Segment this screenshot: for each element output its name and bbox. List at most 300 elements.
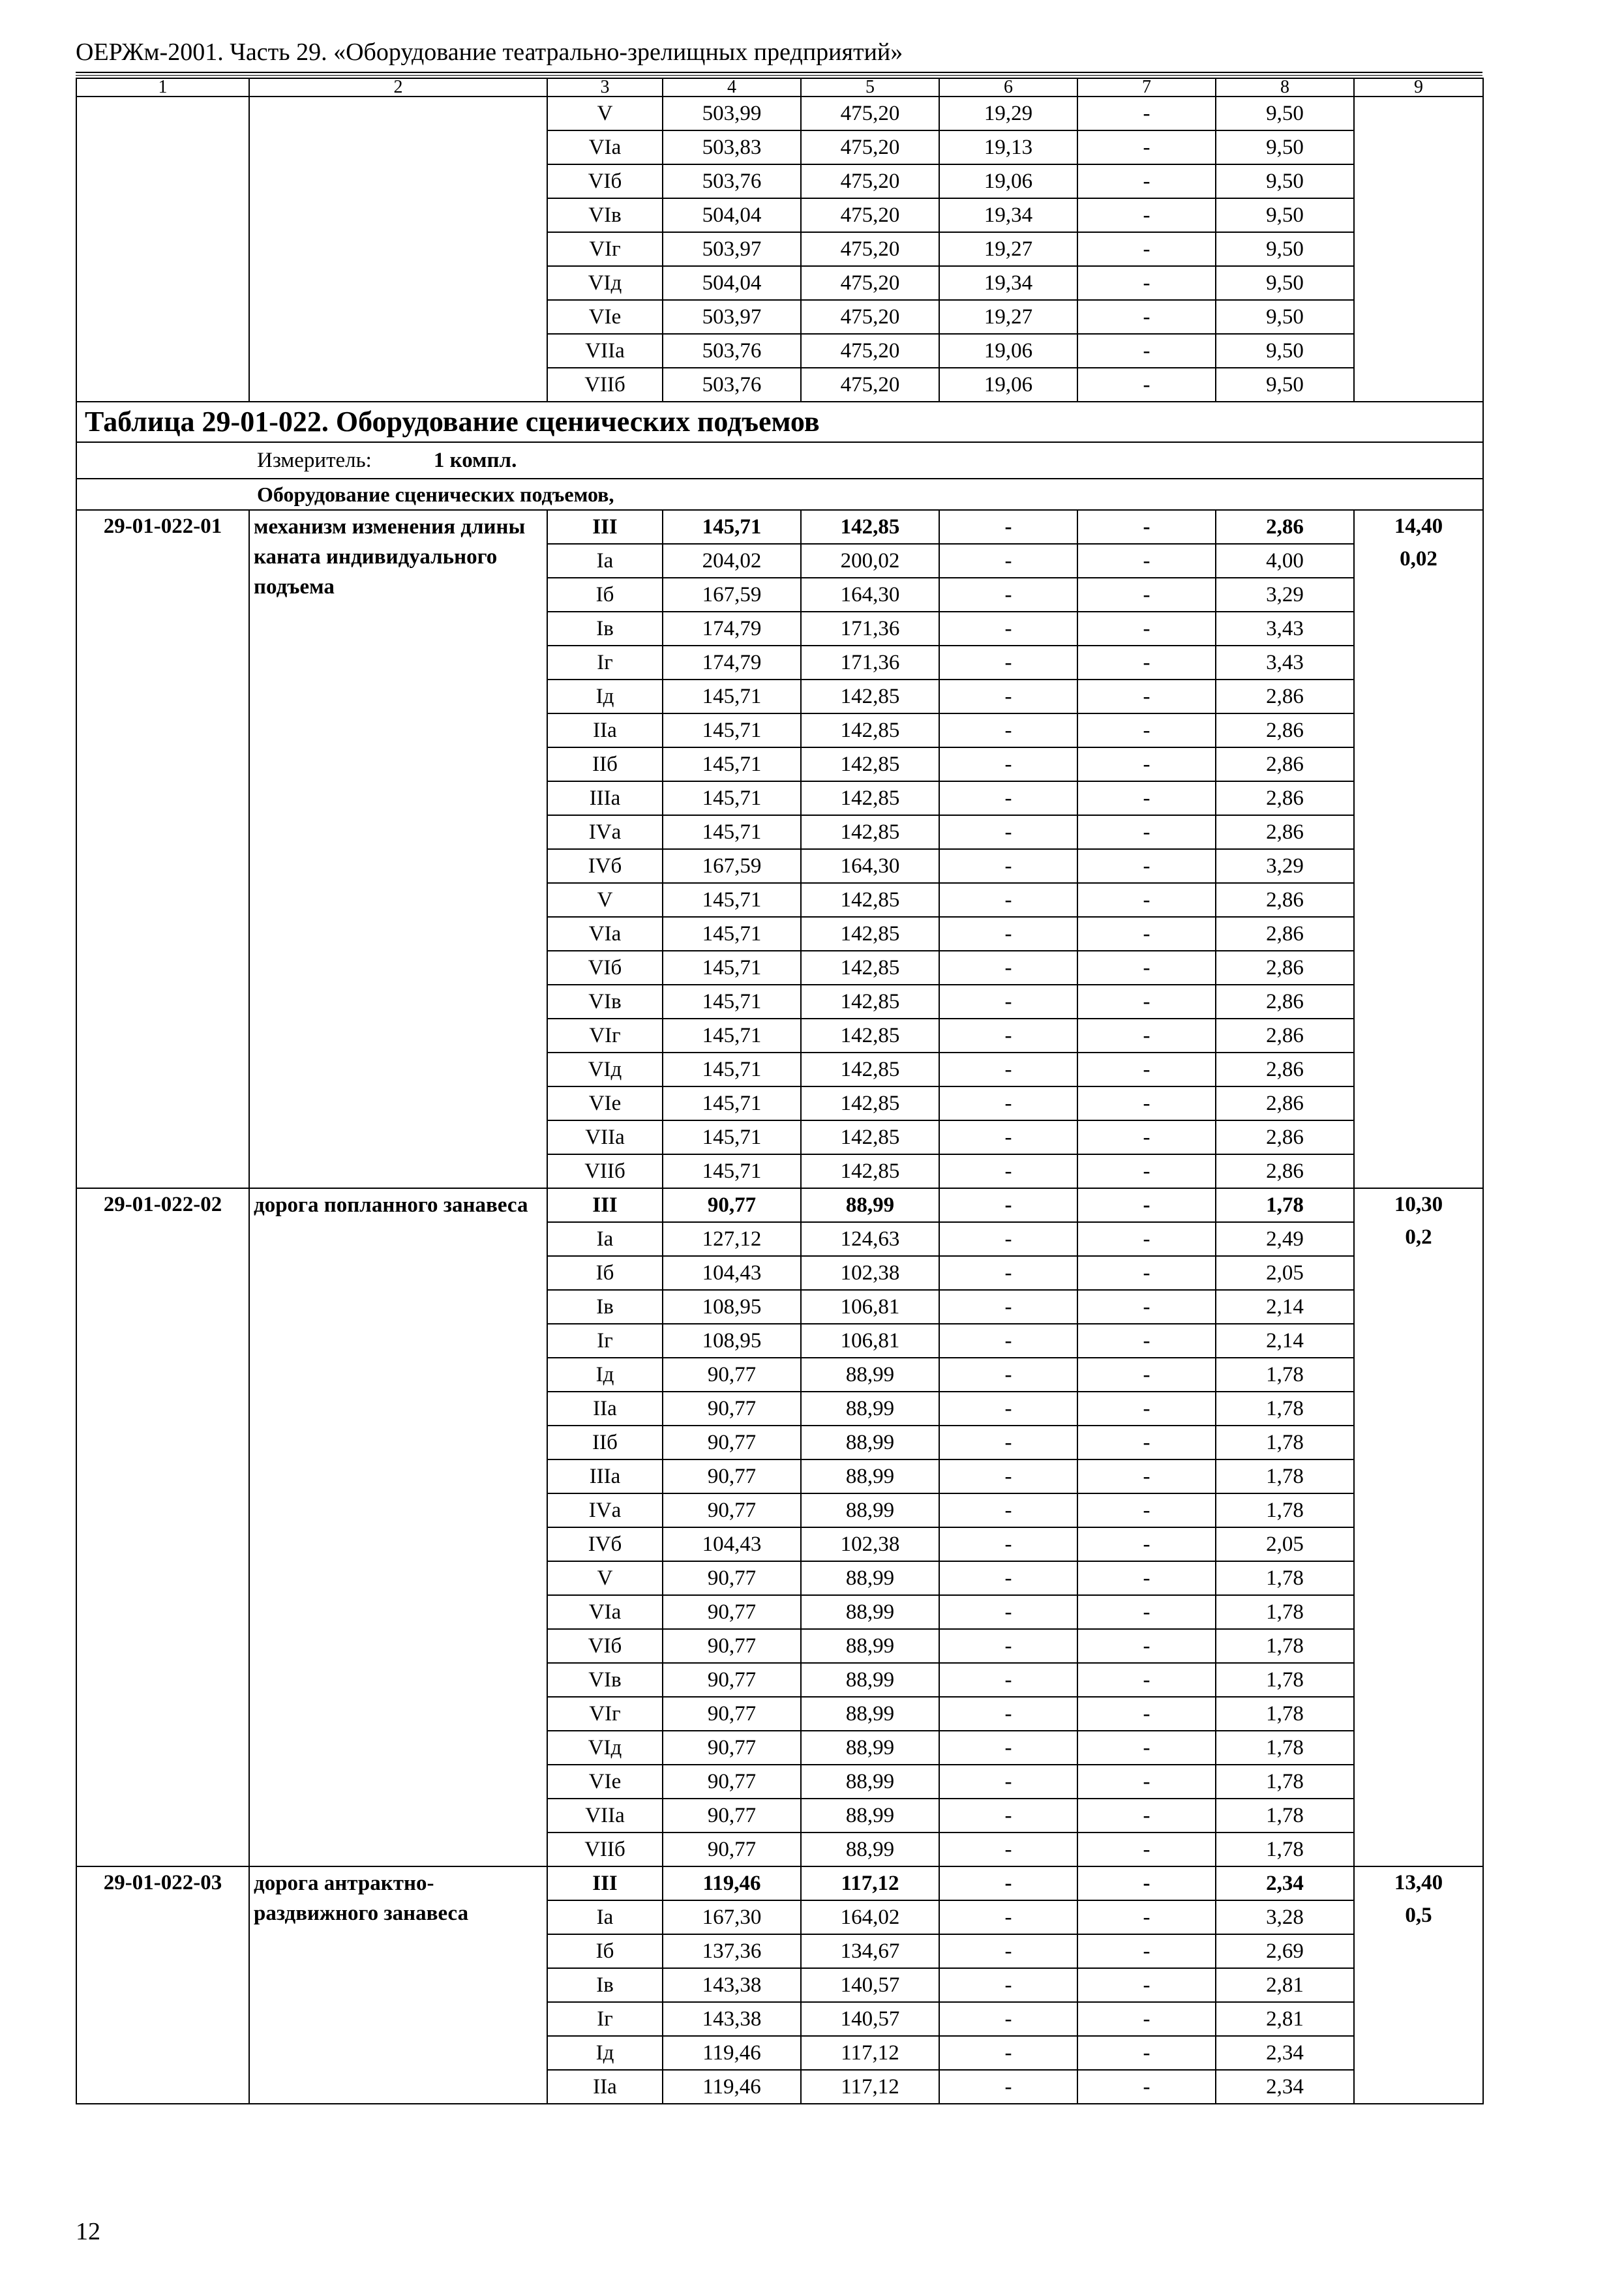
page-number: 12 [76, 2218, 100, 2245]
machine-cost: 19,27 [939, 232, 1077, 266]
total-cost: 119,46 [663, 2070, 801, 2104]
base-salary: 200,02 [801, 544, 939, 578]
region-code: Iв [547, 1968, 663, 2002]
region-code: Iг [547, 2002, 663, 2036]
machine-cost: - [939, 1866, 1077, 1900]
materials-cost: 2,34 [1216, 1866, 1354, 1900]
total-cost: 90,77 [663, 1799, 801, 1833]
materials-cost: 2,86 [1216, 510, 1354, 544]
machinist-salary: - [1077, 1426, 1216, 1459]
region-code: IIIа [547, 1459, 663, 1493]
base-salary: 475,20 [801, 232, 939, 266]
base-salary: 142,85 [801, 680, 939, 713]
column-number-4: 4 [663, 78, 801, 97]
total-cost: 167,59 [663, 849, 801, 883]
machinist-salary: - [1077, 1188, 1216, 1222]
materials-cost: 2,81 [1216, 2002, 1354, 2036]
region-code: Iд [547, 1358, 663, 1392]
materials-cost: 2,86 [1216, 680, 1354, 713]
materials-cost: 2,86 [1216, 815, 1354, 849]
machinist-salary: - [1077, 747, 1216, 781]
region-code: VIв [547, 1663, 663, 1697]
materials-cost: 1,78 [1216, 1459, 1354, 1493]
region-code: VIе [547, 1765, 663, 1799]
machinist-salary: - [1077, 713, 1216, 747]
machine-cost: - [939, 1968, 1077, 2002]
materials-cost: 3,29 [1216, 849, 1354, 883]
base-salary: 142,85 [801, 1120, 939, 1154]
base-salary: 475,20 [801, 198, 939, 232]
materials-cost: 2,69 [1216, 1934, 1354, 1968]
region-code: VIб [547, 951, 663, 985]
machinist-salary: - [1077, 1392, 1216, 1426]
region-code: V [547, 1561, 663, 1595]
materials-cost: 2,34 [1216, 2036, 1354, 2070]
machine-cost: - [939, 1392, 1077, 1426]
base-salary: 142,85 [801, 747, 939, 781]
machinist-salary: - [1077, 1731, 1216, 1765]
total-cost: 90,77 [663, 1663, 801, 1697]
machine-cost: - [939, 1900, 1077, 1934]
base-salary: 117,12 [801, 1866, 939, 1900]
region-code: Iа [547, 544, 663, 578]
machine-cost: - [939, 1324, 1077, 1358]
base-salary: 88,99 [801, 1561, 939, 1595]
machine-cost: - [939, 1493, 1077, 1527]
base-salary: 88,99 [801, 1697, 939, 1731]
total-cost: 167,59 [663, 578, 801, 612]
machine-cost: - [939, 781, 1077, 815]
machine-cost: - [939, 1629, 1077, 1663]
machine-cost: - [939, 985, 1077, 1019]
machinist-salary: - [1077, 1629, 1216, 1663]
region-code: VIд [547, 1731, 663, 1765]
total-cost: 90,77 [663, 1561, 801, 1595]
machine-cost: - [939, 1527, 1077, 1561]
machinist-salary: - [1077, 2070, 1216, 2104]
region-code: VIIб [547, 368, 663, 402]
total-cost: 145,71 [663, 680, 801, 713]
materials-cost: 1,78 [1216, 1663, 1354, 1697]
total-cost: 119,46 [663, 1866, 801, 1900]
total-cost: 90,77 [663, 1697, 801, 1731]
total-cost: 90,77 [663, 1188, 801, 1222]
machinist-salary: - [1077, 1459, 1216, 1493]
machine-cost: - [939, 1934, 1077, 1968]
total-cost: 137,36 [663, 1934, 801, 1968]
base-salary: 134,67 [801, 1934, 939, 1968]
machine-cost: 19,06 [939, 334, 1077, 368]
machine-cost: - [939, 1697, 1077, 1731]
machine-cost: - [939, 544, 1077, 578]
header-rule [76, 72, 1482, 73]
measure-label: Измеритель: [257, 449, 372, 472]
base-salary: 88,99 [801, 1663, 939, 1697]
materials-cost: 2,86 [1216, 1120, 1354, 1154]
materials-cost: 9,50 [1216, 300, 1354, 334]
region-code: III [547, 510, 663, 544]
materials-cost: 1,78 [1216, 1833, 1354, 1866]
machinist-salary: - [1077, 2002, 1216, 2036]
base-salary: 142,85 [801, 1086, 939, 1120]
machine-cost: - [939, 1426, 1077, 1459]
col9-cell-empty [1354, 97, 1483, 402]
page-header: ОЕРЖм-2001. Часть 29. «Оборудование театрально-зрелищных предприятий» [76, 38, 903, 66]
base-salary: 142,85 [801, 917, 939, 951]
total-cost: 145,71 [663, 1086, 801, 1120]
region-code: IVа [547, 1493, 663, 1527]
materials-cost: 2,34 [1216, 2070, 1354, 2104]
region-code: VIб [547, 164, 663, 198]
machine-cost: - [939, 1053, 1077, 1086]
machinist-salary: - [1077, 1833, 1216, 1866]
machinist-salary: - [1077, 781, 1216, 815]
region-code: IIа [547, 713, 663, 747]
total-cost: 145,71 [663, 951, 801, 985]
base-salary: 88,99 [801, 1392, 939, 1426]
base-salary: 142,85 [801, 510, 939, 544]
materials-cost: 2,86 [1216, 781, 1354, 815]
base-salary: 142,85 [801, 713, 939, 747]
materials-cost: 1,78 [1216, 1188, 1354, 1222]
machine-cost: 19,34 [939, 266, 1077, 300]
total-cost: 145,71 [663, 1120, 801, 1154]
region-code: Iб [547, 578, 663, 612]
region-code: VIIб [547, 1833, 663, 1866]
base-salary: 475,20 [801, 300, 939, 334]
region-code: IVб [547, 1527, 663, 1561]
total-cost: 503,97 [663, 232, 801, 266]
machine-cost: - [939, 510, 1077, 544]
region-code: III [547, 1188, 663, 1222]
machinist-salary: - [1077, 1697, 1216, 1731]
machinist-salary: - [1077, 917, 1216, 951]
machinist-salary: - [1077, 612, 1216, 646]
total-cost: 504,04 [663, 198, 801, 232]
materials-cost: 2,81 [1216, 1968, 1354, 2002]
machine-cost: - [939, 612, 1077, 646]
total-cost: 90,77 [663, 1426, 801, 1459]
region-code: Iб [547, 1934, 663, 1968]
region-code: IIб [547, 747, 663, 781]
machinist-salary: - [1077, 1053, 1216, 1086]
machinist-salary: - [1077, 1154, 1216, 1188]
base-salary: 475,20 [801, 130, 939, 164]
materials-cost: 9,50 [1216, 334, 1354, 368]
machinist-salary: - [1077, 1799, 1216, 1833]
materials-cost: 9,50 [1216, 130, 1354, 164]
rate-code: 29-01-022-03 [76, 1866, 249, 2104]
machinist-salary: - [1077, 951, 1216, 985]
materials-cost: 1,78 [1216, 1561, 1354, 1595]
machinist-salary: - [1077, 97, 1216, 130]
machinist-salary: - [1077, 300, 1216, 334]
materials-cost: 4,00 [1216, 544, 1354, 578]
materials-cost: 9,50 [1216, 164, 1354, 198]
base-salary: 88,99 [801, 1493, 939, 1527]
materials-cost: 1,78 [1216, 1629, 1354, 1663]
region-code: VIIа [547, 1120, 663, 1154]
materials-cost: 2,86 [1216, 1154, 1354, 1188]
machinist-salary: - [1077, 1527, 1216, 1561]
base-salary: 88,99 [801, 1595, 939, 1629]
rate-description: дорога попланного занавеса [249, 1188, 547, 1866]
labor-values-cell [1354, 510, 1483, 1188]
base-salary: 171,36 [801, 612, 939, 646]
base-salary: 142,85 [801, 1019, 939, 1053]
machine-cost: - [939, 1799, 1077, 1833]
labor-hours: 13,40 [1394, 1871, 1443, 1894]
machinist-salary: - [1077, 1358, 1216, 1392]
table-row [76, 1188, 1483, 1222]
base-salary: 88,99 [801, 1629, 939, 1663]
materials-cost: 3,43 [1216, 646, 1354, 680]
machinist-salary: - [1077, 1561, 1216, 1595]
region-code: IIа [547, 1392, 663, 1426]
materials-cost: 9,50 [1216, 97, 1354, 130]
machinist-salary: - [1077, 1256, 1216, 1290]
total-cost: 145,71 [663, 1019, 801, 1053]
materials-cost: 1,78 [1216, 1392, 1354, 1426]
machine-cost: - [939, 1358, 1077, 1392]
total-cost: 143,38 [663, 1968, 801, 2002]
total-cost: 145,71 [663, 883, 801, 917]
machinist-salary: - [1077, 646, 1216, 680]
materials-cost: 2,86 [1216, 713, 1354, 747]
base-salary: 475,20 [801, 368, 939, 402]
machinist-salary: - [1077, 1900, 1216, 1934]
rate-code: 29-01-022-02 [76, 1188, 249, 1866]
machinist-salary: - [1077, 544, 1216, 578]
base-salary: 102,38 [801, 1527, 939, 1561]
region-code: Iб [547, 1256, 663, 1290]
table-title-row [76, 402, 1483, 442]
materials-cost: 3,28 [1216, 1900, 1354, 1934]
region-code: VIв [547, 985, 663, 1019]
machinist-salary: - [1077, 1324, 1216, 1358]
subheading-row [76, 479, 1483, 510]
region-code: IIIа [547, 781, 663, 815]
base-salary: 142,85 [801, 815, 939, 849]
column-number-9: 9 [1354, 78, 1483, 97]
region-code: III [547, 1866, 663, 1900]
total-cost: 90,77 [663, 1459, 801, 1493]
materials-cost: 1,78 [1216, 1493, 1354, 1527]
machine-cost: - [939, 951, 1077, 985]
total-cost: 143,38 [663, 2002, 801, 2036]
machine-cost: 19,13 [939, 130, 1077, 164]
machine-cost: - [939, 1086, 1077, 1120]
column-number-5: 5 [801, 78, 939, 97]
materials-cost: 1,78 [1216, 1765, 1354, 1799]
materials-cost: 2,86 [1216, 1019, 1354, 1053]
base-salary: 164,30 [801, 849, 939, 883]
base-salary: 88,99 [801, 1459, 939, 1493]
region-code: IIб [547, 1426, 663, 1459]
column-number-2: 2 [249, 78, 547, 97]
base-salary: 475,20 [801, 164, 939, 198]
machinist-salary: - [1077, 1866, 1216, 1900]
region-code: VIа [547, 1595, 663, 1629]
base-salary: 475,20 [801, 266, 939, 300]
region-code: VIа [547, 917, 663, 951]
total-cost: 503,99 [663, 97, 801, 130]
base-salary: 88,99 [801, 1358, 939, 1392]
machinist-salary: - [1077, 680, 1216, 713]
machinist-salary: - [1077, 883, 1216, 917]
total-cost: 145,71 [663, 1154, 801, 1188]
total-cost: 90,77 [663, 1731, 801, 1765]
region-code: IVа [547, 815, 663, 849]
machinist-salary: - [1077, 1290, 1216, 1324]
base-salary: 88,99 [801, 1426, 939, 1459]
table-row [76, 510, 1483, 544]
machine-cost: - [939, 578, 1077, 612]
machinist-salary: - [1077, 849, 1216, 883]
machinist-salary: - [1077, 578, 1216, 612]
rate-code: 29-01-022-01 [76, 510, 249, 1188]
column-number-3: 3 [547, 78, 663, 97]
machine-cost: - [939, 917, 1077, 951]
machinist-salary: - [1077, 334, 1216, 368]
machine-cost: - [939, 1120, 1077, 1154]
base-salary: 164,02 [801, 1900, 939, 1934]
column-number-7: 7 [1077, 78, 1216, 97]
base-salary: 142,85 [801, 781, 939, 815]
total-cost: 145,71 [663, 815, 801, 849]
machine-cost: - [939, 2070, 1077, 2104]
measure-row [76, 442, 1483, 479]
machinist-salary: - [1077, 198, 1216, 232]
total-cost: 145,71 [663, 510, 801, 544]
region-code: V [547, 883, 663, 917]
machinist-salary: - [1077, 1968, 1216, 2002]
region-code: IVб [547, 849, 663, 883]
region-code: VIа [547, 130, 663, 164]
base-salary: 117,12 [801, 2036, 939, 2070]
materials-cost: 1,78 [1216, 1358, 1354, 1392]
labor-values-cell [1354, 1866, 1483, 2104]
total-cost: 204,02 [663, 544, 801, 578]
total-cost: 503,97 [663, 300, 801, 334]
machine-cost: - [939, 883, 1077, 917]
materials-cost: 3,29 [1216, 578, 1354, 612]
machinist-salary: - [1077, 130, 1216, 164]
continued-row [76, 97, 1483, 130]
measure-value: 1 компл. [433, 449, 517, 472]
machine-cost: - [939, 747, 1077, 781]
base-salary: 142,85 [801, 1053, 939, 1086]
total-cost: 90,77 [663, 1392, 801, 1426]
base-salary: 88,99 [801, 1188, 939, 1222]
machinist-salary: - [1077, 1019, 1216, 1053]
column-number-6: 6 [939, 78, 1077, 97]
total-cost: 90,77 [663, 1358, 801, 1392]
base-salary: 142,85 [801, 951, 939, 985]
rate-description: дорога антрактно-раздвижного занавеса [249, 1866, 547, 2104]
base-salary: 171,36 [801, 646, 939, 680]
materials-cost: 2,86 [1216, 951, 1354, 985]
total-cost: 145,71 [663, 985, 801, 1019]
machinist-hours: 0,5 [1405, 1904, 1432, 1927]
base-salary: 142,85 [801, 985, 939, 1019]
machine-cost: - [939, 815, 1077, 849]
total-cost: 503,76 [663, 164, 801, 198]
machinist-salary: - [1077, 232, 1216, 266]
machine-cost: - [939, 1188, 1077, 1222]
total-cost: 104,43 [663, 1527, 801, 1561]
materials-cost: 2,86 [1216, 1086, 1354, 1120]
code-cell-empty [76, 97, 249, 402]
total-cost: 104,43 [663, 1256, 801, 1290]
total-cost: 127,12 [663, 1222, 801, 1256]
base-salary: 142,85 [801, 1154, 939, 1188]
base-salary: 475,20 [801, 97, 939, 130]
region-code: Iа [547, 1900, 663, 1934]
measure-cell [76, 442, 1483, 479]
region-code: V [547, 97, 663, 130]
machinist-salary: - [1077, 1663, 1216, 1697]
machine-cost: - [939, 1459, 1077, 1493]
region-code: VIе [547, 1086, 663, 1120]
total-cost: 167,30 [663, 1900, 801, 1934]
total-cost: 90,77 [663, 1765, 801, 1799]
materials-cost: 9,50 [1216, 198, 1354, 232]
machinist-salary: - [1077, 1222, 1216, 1256]
base-salary: 106,81 [801, 1324, 939, 1358]
materials-cost: 2,86 [1216, 917, 1354, 951]
total-cost: 90,77 [663, 1629, 801, 1663]
materials-cost: 2,86 [1216, 985, 1354, 1019]
total-cost: 145,71 [663, 747, 801, 781]
total-cost: 145,71 [663, 781, 801, 815]
base-salary: 102,38 [801, 1256, 939, 1290]
base-salary: 88,99 [801, 1731, 939, 1765]
base-salary: 88,99 [801, 1799, 939, 1833]
machine-cost: - [939, 1222, 1077, 1256]
total-cost: 145,71 [663, 1053, 801, 1086]
region-code: IIа [547, 2070, 663, 2104]
materials-cost: 2,14 [1216, 1290, 1354, 1324]
region-code: VIг [547, 232, 663, 266]
total-cost: 174,79 [663, 646, 801, 680]
region-code: Iв [547, 1290, 663, 1324]
table-title: Таблица 29-01-022. Оборудование сценических подъемов [76, 402, 1483, 442]
machinist-salary: - [1077, 1120, 1216, 1154]
total-cost: 145,71 [663, 713, 801, 747]
description-cell-empty [249, 97, 547, 402]
base-salary: 117,12 [801, 2070, 939, 2104]
machinist-salary: - [1077, 368, 1216, 402]
base-salary: 140,57 [801, 2002, 939, 2036]
materials-cost: 2,86 [1216, 747, 1354, 781]
rates-table [76, 78, 1484, 2104]
machine-cost: - [939, 1765, 1077, 1799]
machine-cost: - [939, 1595, 1077, 1629]
materials-cost: 2,05 [1216, 1256, 1354, 1290]
region-code: VIIб [547, 1154, 663, 1188]
labor-hours: 10,30 [1394, 1193, 1443, 1216]
region-code: VIIа [547, 334, 663, 368]
machinist-salary: - [1077, 510, 1216, 544]
base-salary: 88,99 [801, 1833, 939, 1866]
labor-hours: 14,40 [1394, 515, 1443, 538]
materials-cost: 2,14 [1216, 1324, 1354, 1358]
base-salary: 106,81 [801, 1290, 939, 1324]
machine-cost: - [939, 646, 1077, 680]
machinist-hours: 0,2 [1405, 1225, 1432, 1249]
column-number-1: 1 [76, 78, 249, 97]
